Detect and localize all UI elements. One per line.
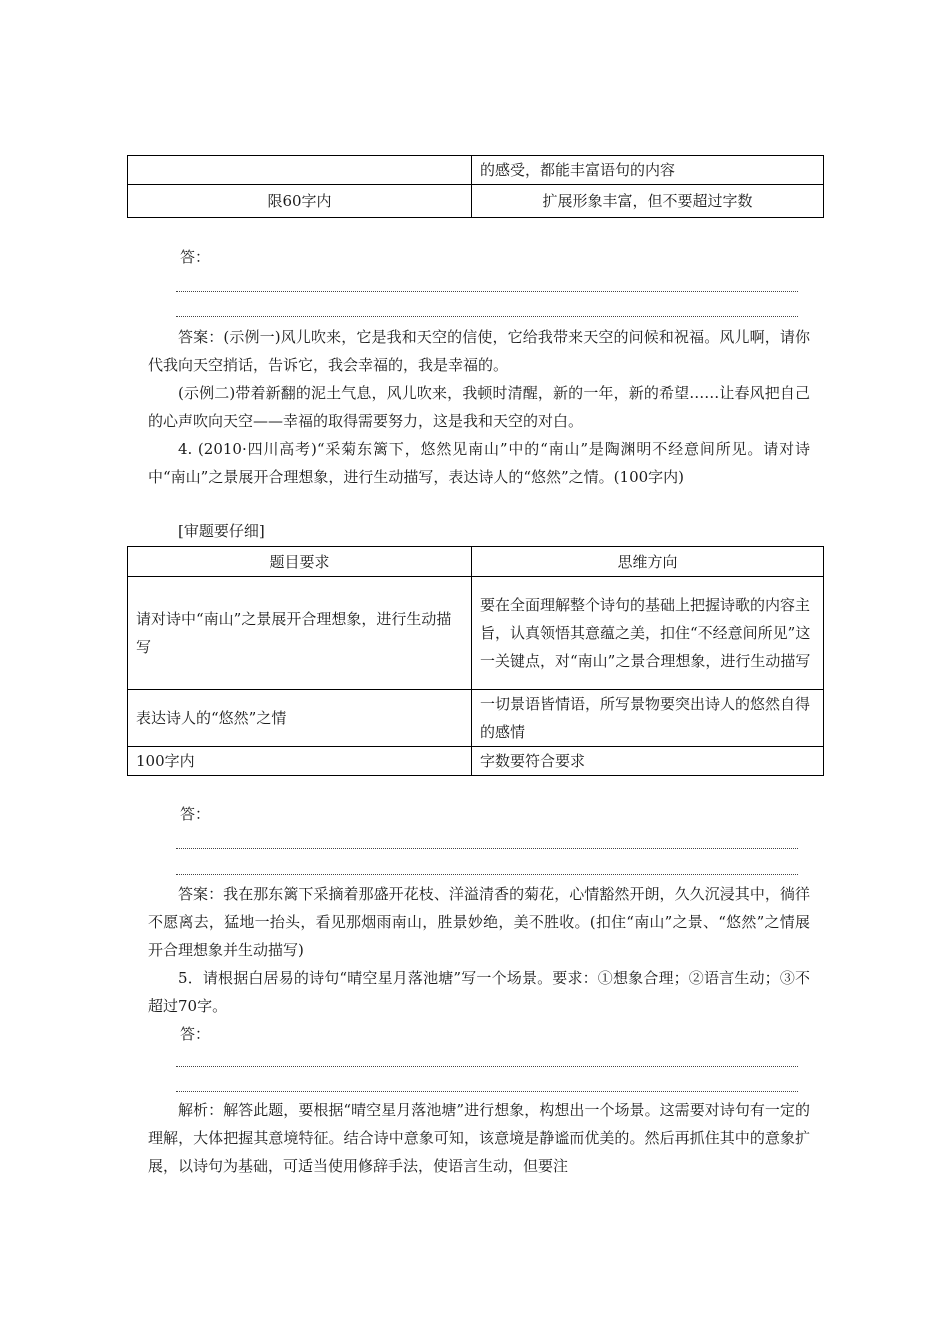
- table-row: [128, 747, 824, 776]
- answer-line: [176, 874, 798, 875]
- answer-line: [176, 291, 798, 292]
- requirements-table-top: [127, 155, 824, 218]
- q4-question: 4. (2010·四川高考)“采菊东篱下，悠然见南山”中的“南山”是陶渊明不经意间所见。请对诗中“南山”之景展开合理想象，进行生动描写，表达诗人的“悠然”之情。(100字内): [148, 440, 810, 486]
- answer-line: [176, 1091, 798, 1092]
- requirements-table: [127, 546, 824, 776]
- table-cell: 一切景语皆情语，所写景物要突出诗人的悠然自得的感情: [472, 690, 824, 747]
- table-cell: 请对诗中“南山”之景展开合理想象，进行生动描写: [128, 577, 472, 690]
- answer-line: [176, 316, 798, 317]
- table-cell: 表达诗人的“悠然”之情: [128, 690, 472, 747]
- review-label: [审题要仔细]: [178, 522, 265, 540]
- q3-answer-example1: 答案：(示例一)风儿吹来，它是我和天空的信使，它给我带来天空的问候和祝福。风儿啊，请你代我向天空捎话，告诉它，我会幸福的，我是幸福的。: [148, 328, 810, 374]
- table-cell: 字数要符合要求: [472, 747, 824, 776]
- table-row: [128, 690, 824, 747]
- answer-label: 答：: [180, 805, 211, 823]
- answer-line: [176, 1066, 798, 1067]
- table-cell: [128, 156, 472, 185]
- table-row: [128, 185, 824, 218]
- table-header-cell: 题目要求: [128, 547, 472, 577]
- answer-label: 答：: [180, 248, 211, 266]
- q3-answer-example2: (示例二)带着新翻的泥土气息，风儿吹来，我顿时清醒，新的一年，新的希望……让春风把自己的心声吹向天空——幸福的取得需要努力，这是我和天空的对白。: [148, 384, 810, 430]
- q4-answer: 答案：我在那东篱下采摘着那盛开花枝、洋溢清香的菊花，心情豁然开朗，久久沉浸其中，徜徉不愿离去，猛地一抬头，看见那烟雨南山，胜景妙绝，美不胜收。(扣住“南山”之景、“悠然”之情展开合理想象并生动描写): [148, 885, 810, 959]
- q5-analysis: 解析：解答此题，要根据“晴空星月落池塘”进行想象，构想出一个场景。这需要对诗句有一定的理解，大体把握其意境特征。结合诗中意象可知，该意境是静谧而优美的。然后再抓住其中的意象扩展，以诗句为基础，可适当使用修辞手法，使语言生动，但要注: [148, 1101, 810, 1175]
- table-header-cell: 思维方向: [472, 547, 824, 577]
- table-cell: 100字内: [128, 747, 472, 776]
- q5-question: 5．请根据白居易的诗句“晴空星月落池塘”写一个场景。要求：①想象合理；②语言生动；③不超过70字。: [148, 969, 810, 1015]
- table-row: [128, 156, 824, 185]
- table-row: [128, 547, 824, 577]
- answer-label: 答：: [180, 1025, 211, 1043]
- table-cell: 的感受，都能丰富语句的内容: [472, 156, 824, 185]
- table-cell: 限60字内: [128, 185, 472, 218]
- table-cell: 要在全面理解整个诗句的基础上把握诗歌的内容主旨，认真领悟其意蕴之美，扣住“不经意间所见”这一关键点，对“南山”之景合理想象，进行生动描写: [472, 577, 824, 690]
- table-cell: 扩展形象丰富，但不要超过字数: [472, 185, 824, 218]
- table-row: [128, 577, 824, 690]
- answer-line: [176, 848, 798, 849]
